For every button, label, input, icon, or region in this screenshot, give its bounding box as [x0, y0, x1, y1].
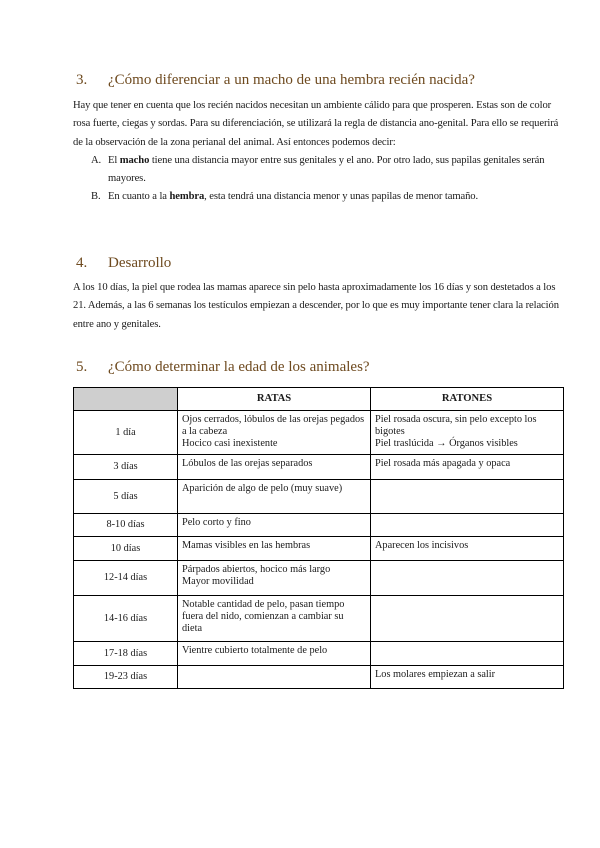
ratas-cell-line: Ojos cerrados, lóbulos de las orejas pegados a la cabeza — [182, 414, 365, 437]
ratones-cell — [371, 455, 564, 480]
age-table — [73, 387, 564, 689]
ratones-cell-line: Piel rosada oscura, sin pelo excepto los bigotes — [375, 414, 537, 437]
header-ratas: RATAS — [178, 388, 371, 411]
ratones-cell-line: Aparecen los incisivos — [375, 540, 469, 551]
ratas-cell-line: Pelo corto y fino — [182, 517, 251, 528]
list-marker: A. — [91, 154, 102, 166]
header-blank — [74, 388, 178, 411]
table-header-row — [74, 388, 564, 411]
table-row — [74, 666, 564, 689]
ratas-cell — [178, 561, 371, 596]
ratas-cell-line: Párpados abiertos, hocico más largo — [182, 564, 331, 575]
section-3-paragraph: Hay que tener en cuenta que los recién nacidos necesitan un ambiente cálido para que prosperen. Estas son de color rosa fuerte, ciegas y sordas. Para su diferenciación, se utilizará la regla de distancia ano-genital. Para ello se requerirá de la observación de la zona perianal del animal. Así entonces podemos decir: — [73, 100, 559, 148]
ratas-cell — [178, 537, 371, 561]
list-item-hembra: B. En cuanto a la hembra, esta tendrá una distancia menor y unas papilas de menor tamaño. — [73, 188, 563, 206]
table-row — [74, 480, 564, 514]
section-4-paragraph: A los 10 días, la piel que rodea las mamas aparece sin pelo hasta aproximadamente los 16 días y son destetados a los 21. Además, a las 6 semanas los testículos empiezan a descender, por lo que es muy importante tener clara la relación entre ano y genitales. — [73, 282, 559, 330]
table-row — [74, 455, 564, 480]
ratas-cell — [178, 411, 371, 455]
section-5-number: 5. — [76, 359, 88, 375]
ratas-cell-line: Hocico casi inexistente — [182, 438, 278, 449]
ratones-cell — [371, 666, 564, 689]
age-cell: 1 día — [74, 411, 178, 455]
age-cell: 12-14 días — [74, 561, 178, 596]
section-3-body — [73, 97, 563, 207]
table-row — [74, 642, 564, 666]
table-row — [74, 561, 564, 596]
age-cell: 10 días — [74, 537, 178, 561]
ratones-cell — [371, 642, 564, 666]
ratones-cell — [371, 596, 564, 642]
ratas-cell — [178, 455, 371, 480]
ratones-cell — [371, 537, 564, 561]
ratas-cell — [178, 514, 371, 537]
sex-difference-list — [73, 152, 563, 207]
section-4-body — [73, 279, 563, 334]
ratones-cell — [371, 411, 564, 455]
section-3-heading — [76, 72, 475, 89]
ratones-cell — [371, 561, 564, 596]
ratas-cell-line: Mayor movilidad — [182, 576, 254, 587]
ratones-cell-line: Piel rosada más apagada y opaca — [375, 458, 511, 469]
header-ratones: RATONES — [371, 388, 564, 411]
ratas-cell — [178, 642, 371, 666]
ratones-cell — [371, 480, 564, 514]
ratas-cell — [178, 480, 371, 514]
ratas-cell — [178, 596, 371, 642]
ratas-cell — [178, 666, 371, 689]
section-5-heading — [76, 359, 370, 376]
ratones-cell-line: Piel traslúcida → Órganos visibles — [375, 438, 518, 449]
ratas-cell-line: Lóbulos de las orejas separados — [182, 458, 313, 469]
ratones-cell — [371, 514, 564, 537]
list-marker: B. — [91, 191, 101, 203]
ratas-cell-line: Mamas visibles en las hembras — [182, 540, 311, 551]
age-cell: 3 días — [74, 455, 178, 480]
age-cell: 5 días — [74, 480, 178, 514]
table-row — [74, 411, 564, 455]
table-row — [74, 514, 564, 537]
age-cell: 19-23 días — [74, 666, 178, 689]
table-row — [74, 596, 564, 642]
age-cell: 8-10 días — [74, 514, 178, 537]
age-cell: 14-16 días — [74, 596, 178, 642]
table-row — [74, 537, 564, 561]
section-4-title: Desarrollo — [108, 255, 172, 271]
ratas-cell-line: Notable cantidad de pelo, pasan tiempo fuera del nido, comienzan a cambiar su dieta — [182, 599, 345, 634]
section-3-number: 3. — [76, 72, 88, 88]
section-4-number: 4. — [76, 255, 88, 271]
age-cell: 17-18 días — [74, 642, 178, 666]
ratas-cell-line: Aparición de algo de pelo (muy suave) — [182, 483, 343, 494]
section-4-heading — [76, 255, 171, 272]
list-item-macho: A. El macho tiene una distancia mayor entre sus genitales y el ano. Por otro lado, sus papilas genitales serán mayores. — [73, 152, 563, 189]
ratones-cell-line: Los molares empiezan a salir — [375, 669, 496, 680]
section-3-title: ¿Cómo diferenciar a un macho de una hembra recién nacida? — [108, 72, 475, 88]
table-body — [74, 411, 564, 689]
section-5-title: ¿Cómo determinar la edad de los animales? — [108, 359, 370, 375]
ratas-cell-line: Vientre cubierto totalmente de pelo — [182, 645, 328, 656]
